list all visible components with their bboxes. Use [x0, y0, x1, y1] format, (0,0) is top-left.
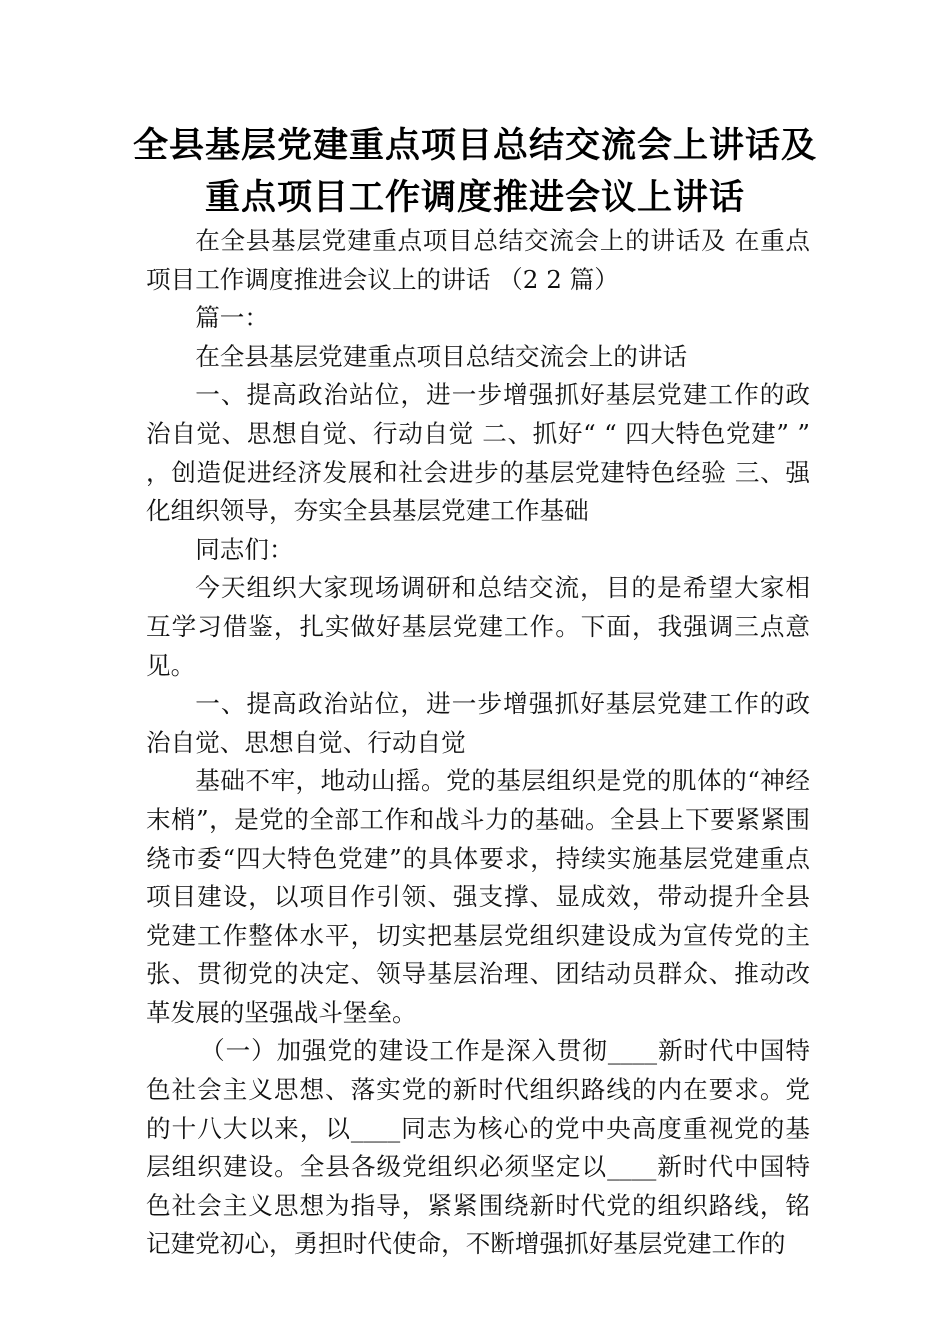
paragraph-opening: 今天组织大家现场调研和总结交流，目的是希望大家相互学习借鉴，扎实做好基层党建工作。下面，我强调三点意见。: [146, 573, 810, 680]
paragraph-salutation: 同志们：: [195, 534, 294, 564]
paragraph-part-one: 篇一：: [195, 303, 269, 333]
document-title-line-2: 重点项目工作调度推进会议上讲话: [204, 178, 745, 218]
document-body: [146, 222, 810, 1264]
paragraph-subsection-1: （一）加强党的建设工作是深入贯彻____新时代中国特色社会主义思想、落实党的新时代组织路线的内在要求。党的十八大以来，以____同志为核心的党中央高度重视党的基层组织建设。全县各级党组织必须坚定以____新时代中国特色社会主义思想为指导，紧紧围绕新时代党的组织路线，铭记建党初心，勇担时代使命，不断增强抓好基层党建工作的: [146, 1036, 810, 1259]
paragraph-outline: 一、提高政治站位，进一步增强抓好基层党建工作的政治自觉、思想自觉、行动自觉 二、抓好“ “ 四大特色党建” ” ，创造促进经济发展和社会进步的基层党建特色经验 三、强化组织领导，夯实全县基层党建工作基础: [146, 380, 810, 526]
paragraph-section-heading-1: 一、提高政治站位，进一步增强抓好基层党建工作的政治自觉、思想自觉、行动自觉: [146, 689, 810, 757]
paragraph-speech-title: 在全县基层党建重点项目总结交流会上的讲话: [195, 341, 688, 371]
paragraph-foundation: 基础不牢，地动山摇。党的基层组织是党的肌体的“神经末梢”，是党的全部工作和战斗力的基础。全县上下要紧紧围绕市委“四大特色党建”的具体要求，持续实施基层党建重点项目建设，以项目作引领、强支撑、显成效，带动提升全县党建工作整体水平，切实把基层党组织建设成为宣传党的主张、贯彻党的决定、领导基层治理、团结动员群众、推动改革发展的坚强战斗堡垒。: [146, 766, 810, 1027]
document-title-line-1: 全县基层党建重点项目总结交流会上讲话及: [132, 126, 817, 166]
paragraph-intro: 在全县基层党建重点项目总结交流会上的讲话及 在重点项目工作调度推进会议上的讲话 （2 2 篇）: [146, 226, 810, 294]
